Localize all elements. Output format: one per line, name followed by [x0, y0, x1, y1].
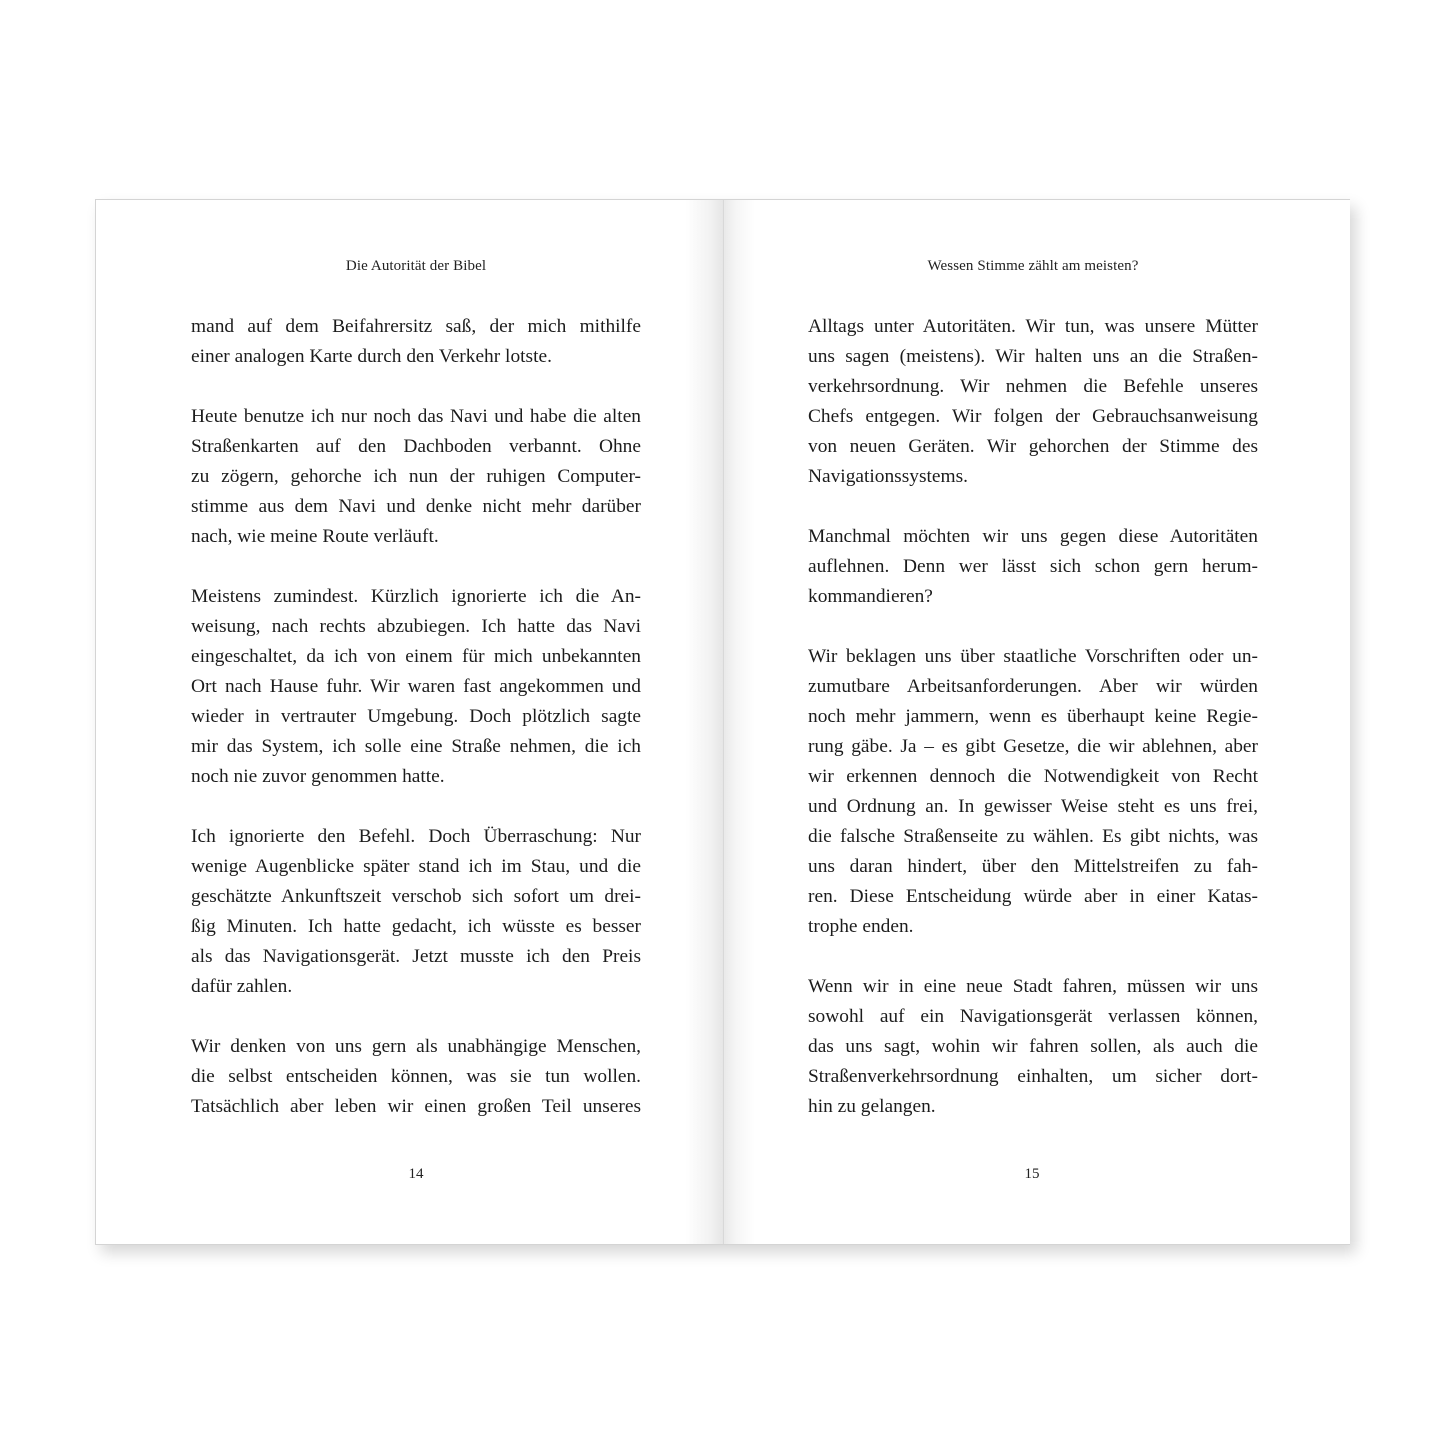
text-line: ren. Diese Entscheidung würde aber in einer Katas- [808, 886, 1258, 907]
text-line: Straßenkarten auf den Dachboden verbannt. Ohne [191, 436, 641, 457]
text-line: dafür zahlen. [191, 976, 293, 997]
text-line: Chefs entgegen. Wir folgen der Gebrauchsanweisung [808, 406, 1258, 427]
text-line: von neuen Geräten. Wir gehorchen der Stimme des [808, 436, 1258, 457]
text-line: Straßenverkehrsordnung einhalten, um sicher dort- [808, 1066, 1258, 1087]
text-line: Meistens zumindest. Kürzlich ignorierte ich die An- [191, 586, 641, 607]
page-number-right: 15 [1024, 1166, 1040, 1182]
text-line: ßig Minuten. Ich hatte gedacht, ich wüsste es besser [191, 916, 641, 937]
text-line: mir das System, ich solle eine Straße nehmen, die ich [191, 736, 641, 757]
text-line: geschätzte Ankunftszeit verschob sich sofort um drei- [191, 886, 641, 907]
text-line: rung gäbe. Ja – es gibt Gesetze, die wir ablehnen, aber [808, 736, 1258, 757]
paragraph-gap [191, 552, 641, 582]
running-head-left: Die Autorität der Bibel [345, 258, 487, 274]
text-line: weisung, nach rechts abzubiegen. Ich hatte das Navi [191, 616, 641, 637]
text-line: Wir beklagen uns über staatliche Vorschriften oder un- [808, 646, 1258, 667]
text-line: nach, wie meine Route verläuft. [191, 526, 439, 547]
text-line: sowohl auf ein Navigationsgerät verlassen können, [808, 1006, 1258, 1027]
right-page-body [808, 312, 1258, 1122]
book-spread [95, 199, 1350, 1245]
paragraph-gap [808, 942, 1258, 972]
paragraph-gap [808, 492, 1258, 522]
text-line: die selbst entscheiden können, was sie tun wollen. [191, 1066, 641, 1087]
text-line: als das Navigationsgerät. Jetzt musste ich den Preis [191, 946, 641, 967]
text-line: eingeschaltet, da ich von einem für mich unbekannten [191, 646, 641, 667]
text-line: zu zögern, gehorche ich nun der ruhigen Computer- [191, 466, 641, 487]
text-line: und Ordnung an. In gewisser Weise steht es uns frei, [808, 796, 1258, 817]
text-line: Ich ignorierte den Befehl. Doch Überraschung: Nur [191, 826, 641, 847]
text-line: wenige Augenblicke später stand ich im Stau, und die [191, 856, 641, 877]
text-line: Wenn wir in eine neue Stadt fahren, müssen wir uns [808, 976, 1258, 997]
right-page [723, 200, 1350, 1244]
text-line: hin zu gelangen. [808, 1096, 936, 1117]
left-page [96, 200, 723, 1244]
text-line: mand auf dem Beifahrersitz saß, der mich mithilfe [191, 316, 641, 337]
text-line: zumutbare Arbeitsanforderungen. Aber wir würden [808, 676, 1258, 697]
text-line: Navigationssystems. [808, 466, 968, 487]
text-line: trophe enden. [808, 916, 914, 937]
text-line: wir erkennen dennoch die Notwendigkeit von Recht [808, 766, 1258, 787]
text-line: uns daran hindert, über den Mittelstreifen zu fah- [808, 856, 1258, 877]
text-line: Wir denken von uns gern als unabhängige Menschen, [191, 1036, 641, 1057]
paragraph-gap [191, 372, 641, 402]
text-line: noch nie zuvor genommen hatte. [191, 766, 445, 787]
paragraph-gap [191, 792, 641, 822]
text-line: verkehrsordnung. Wir nehmen die Befehle unseres [808, 376, 1258, 397]
text-line: uns sagen (meistens). Wir halten uns an die Straßen- [808, 346, 1258, 367]
text-line: stimme aus dem Navi und denke nicht mehr darüber [191, 496, 641, 517]
text-line: einer analogen Karte durch den Verkehr lotste. [191, 346, 552, 367]
text-line: Ort nach Hause fuhr. Wir waren fast angekommen und [191, 676, 641, 697]
text-line: die falsche Straßenseite zu wählen. Es gibt nichts, was [808, 826, 1258, 847]
running-head-right: Wessen Stimme zählt am meisten? [927, 258, 1139, 274]
text-line: noch mehr jammern, wenn es überhaupt keine Regie- [808, 706, 1258, 727]
text-line: Tatsächlich aber leben wir einen großen Teil unseres [191, 1096, 641, 1117]
left-page-body [191, 312, 641, 1122]
text-line: wieder in vertrauter Umgebung. Doch plötzlich sagte [191, 706, 641, 727]
text-line: Heute benutze ich nur noch das Navi und habe die alten [191, 406, 641, 427]
paragraph-gap [808, 612, 1258, 642]
text-line: kommandieren? [808, 586, 933, 607]
paragraph-gap [191, 1002, 641, 1032]
page-number-left: 14 [408, 1166, 424, 1182]
text-line: das uns sagt, wohin wir fahren sollen, als auch die [808, 1036, 1258, 1057]
text-line: Alltags unter Autoritäten. Wir tun, was unsere Mütter [808, 316, 1258, 337]
text-line: auflehnen. Denn wer lässt sich schon gern herum- [808, 556, 1258, 577]
text-line: Manchmal möchten wir uns gegen diese Autoritäten [808, 526, 1258, 547]
